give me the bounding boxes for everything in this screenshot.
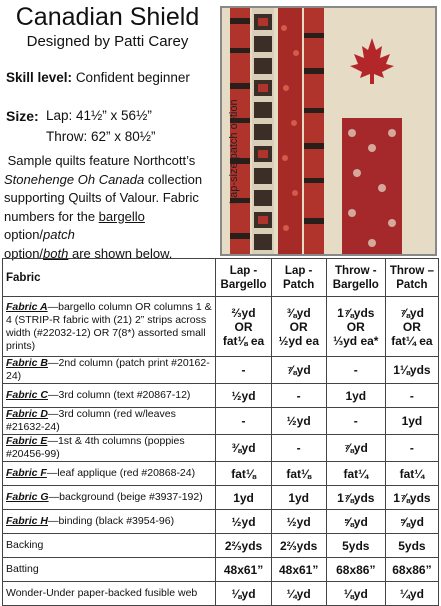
intro-line-2: collection xyxy=(144,171,203,187)
yardage-cell: ¼yd xyxy=(385,582,438,606)
yardage-cell: ½yd xyxy=(271,510,326,534)
fabric-key: Fabric H xyxy=(6,515,49,527)
fabric-description xyxy=(3,384,216,408)
yardage-cell: 1⅞yds xyxy=(326,486,385,510)
yardage-cell: 5yds xyxy=(326,534,385,558)
yardage-cell: - xyxy=(271,435,326,462)
size-label: Size: xyxy=(6,108,39,124)
yardage-cell: 1yd xyxy=(326,384,385,408)
table-body xyxy=(3,297,439,606)
yardage-cell: 2⅔yds xyxy=(216,534,271,558)
fabric-key: Fabric G xyxy=(6,491,49,503)
page-title: Canadian Shield xyxy=(15,3,200,31)
skill-value: Confident beginner xyxy=(75,70,190,85)
fabric-description xyxy=(3,462,216,486)
fabric-detail: —binding (black #3954-96) xyxy=(48,515,175,527)
yardage-cell: - xyxy=(326,408,385,435)
intro-line-4a: numbers for the xyxy=(4,208,99,224)
yardage-cell: ½yd xyxy=(216,510,271,534)
fabric-detail: Batting xyxy=(6,563,39,575)
yardage-cell: ⅛yd xyxy=(326,582,385,606)
yardage-cell: 1⅛yds xyxy=(385,357,438,384)
fabric-key: Fabric E xyxy=(6,435,48,447)
yardage-cell: ½yd xyxy=(216,384,271,408)
yardage-cell: 68x86” xyxy=(385,558,438,582)
yardage-cell: fat¼ xyxy=(326,462,385,486)
skill-level xyxy=(6,70,190,85)
yardage-cell: 1yd xyxy=(385,408,438,435)
table-row xyxy=(3,357,439,384)
fabric-key: Fabric B xyxy=(6,357,49,369)
yardage-cell: ½yd xyxy=(271,408,326,435)
intro-paragraph xyxy=(4,152,216,263)
yardage-cell: 48x61” xyxy=(216,558,271,582)
table-row xyxy=(3,558,439,582)
fabric-description xyxy=(3,486,216,510)
fabric-description xyxy=(3,534,216,558)
table-row xyxy=(3,486,439,510)
fabric-description xyxy=(3,510,216,534)
header-throw-patch: Throw –Patch xyxy=(385,259,438,297)
yardage-cell: ⅔yd OR fat⅛ ea xyxy=(216,297,271,357)
yardage-cell: ⅜yd OR ½yd ea xyxy=(271,297,326,357)
quilt-photo xyxy=(220,6,437,256)
fabric-description xyxy=(3,558,216,582)
yardage-cell: ⅛yd xyxy=(216,582,271,606)
intro-line-5b: are shown below. xyxy=(68,245,173,261)
fabric-detail: —1st & 4th columns (poppies #20456-99) xyxy=(6,435,185,460)
yardage-cell: 68x86” xyxy=(326,558,385,582)
fabric-table xyxy=(2,258,439,606)
fabric-description xyxy=(3,435,216,462)
yardage-cell: fat⅛ xyxy=(271,462,326,486)
yardage-cell: ⅞yd OR fat¼ ea xyxy=(385,297,438,357)
fabric-detail: —3rd column (text #20867-12) xyxy=(48,389,191,401)
header-lap-patch: Lap - Patch xyxy=(271,259,326,297)
yardage-cell: - xyxy=(385,384,438,408)
table-row xyxy=(3,534,439,558)
fabric-description xyxy=(3,297,216,357)
yardage-cell: ⅞yd xyxy=(326,435,385,462)
fabric-detail: —2nd column (patch print #20162-24) xyxy=(6,357,210,382)
yardage-cell: 2⅔yds xyxy=(271,534,326,558)
intro-line-1: Sample quilts feature Northcott’s xyxy=(7,153,196,168)
yardage-cell: ⅜yd xyxy=(216,435,271,462)
fabric-key: Fabric C xyxy=(6,389,49,401)
yardage-cell: - xyxy=(326,357,385,384)
yardage-cell: ¼yd xyxy=(271,582,326,606)
table-header-row xyxy=(3,259,439,297)
designer-credit: Designed by Patti Carey xyxy=(26,33,189,50)
table-row xyxy=(3,510,439,534)
yardage-cell: - xyxy=(271,384,326,408)
bargello-word: bargello xyxy=(98,208,145,224)
collection-name: Stonehenge Oh Canada xyxy=(4,171,145,187)
table-row xyxy=(3,408,439,435)
size-throw: Throw: 62” x 80½” xyxy=(46,129,156,144)
fabric-key: Fabric D xyxy=(6,408,49,420)
patch-word: patch xyxy=(43,227,75,242)
yardage-cell: 1yd xyxy=(216,486,271,510)
fabric-detail: —3rd column (red w/leaves #21632-24) xyxy=(6,408,176,433)
yardage-cell: - xyxy=(216,408,271,435)
yardage-cell: 1⅞yds xyxy=(385,486,438,510)
yardage-cell: - xyxy=(385,435,438,462)
fabric-detail: Wonder-Under paper-backed fusible web xyxy=(6,587,198,599)
fabric-description xyxy=(3,582,216,606)
fabric-detail: —background (beige #3937-192) xyxy=(48,491,203,503)
table-row xyxy=(3,435,439,462)
intro-line-3: supporting Quilts of Valour. Fabric xyxy=(4,190,199,205)
yardage-cell: 48x61” xyxy=(271,558,326,582)
size-lap: Lap: 41½” x 56½” xyxy=(46,108,152,123)
table-row xyxy=(3,297,439,357)
fabric-detail: Backing xyxy=(6,539,44,551)
yardage-cell: 1⅞yds OR ⅓yd ea* xyxy=(326,297,385,357)
intro-line-4b: option/ xyxy=(4,227,44,242)
quilt-illustration xyxy=(222,8,435,254)
table-row xyxy=(3,582,439,606)
yardage-cell: 1yd xyxy=(271,486,326,510)
header-lap-bargello: Lap - Bargello xyxy=(216,259,271,297)
yardage-cell: ⅝yd xyxy=(385,510,438,534)
fabric-description xyxy=(3,357,216,384)
skill-label: Skill level: xyxy=(6,70,73,85)
header-fabric: Fabric xyxy=(3,259,216,297)
yardage-cell: - xyxy=(216,357,271,384)
yardage-cell: 5yds xyxy=(385,534,438,558)
yardage-cell: fat¼ xyxy=(385,462,438,486)
intro-line-5a: option/ xyxy=(4,245,44,261)
fabric-detail: —leaf applique (red #20868-24) xyxy=(46,467,196,479)
header-throw-bargello: Throw - Bargello xyxy=(326,259,385,297)
fabric-description xyxy=(3,408,216,435)
yardage-cell: ⅝yd xyxy=(326,510,385,534)
fabric-detail: —bargello column OR columns 1 & 4 (STRIP-R fabric with (21) 2” strips across width (#22032-12) OR 7(8*) assorted small prints) xyxy=(6,300,212,352)
table-row xyxy=(3,384,439,408)
fabric-key: Fabric A xyxy=(6,300,48,313)
yardage-cell: ⅞yd xyxy=(271,357,326,384)
yardage-cell: fat⅛ xyxy=(216,462,271,486)
fabric-key: Fabric F xyxy=(6,467,47,479)
table-row xyxy=(3,462,439,486)
both-word: both xyxy=(43,245,69,261)
side-label: Lap-size patch option xyxy=(228,99,240,205)
